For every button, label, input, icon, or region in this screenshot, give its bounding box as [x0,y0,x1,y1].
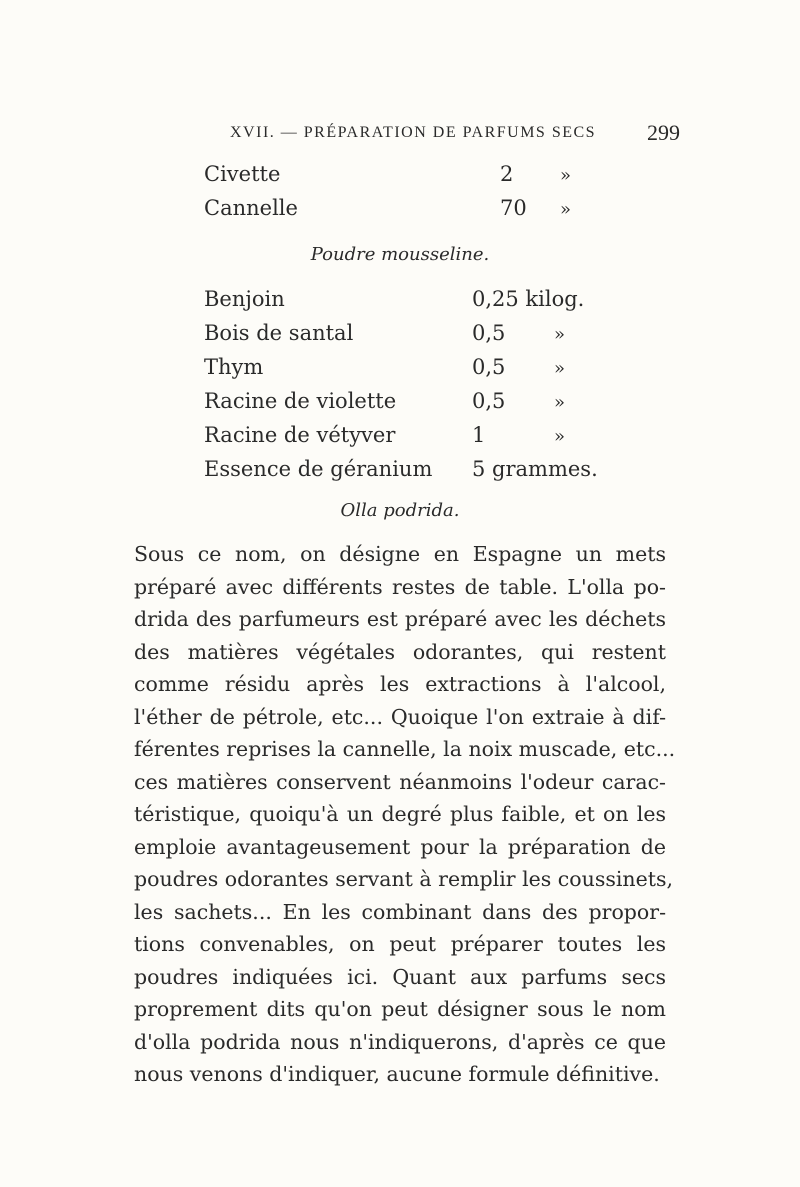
recipe-row [204,196,624,230]
paragraph-line: téristique, quoiqu'à un degré plus faible, et on les [134,802,666,826]
ingredient-qty: 0,5 [472,321,506,345]
page-number: 299 [647,120,680,145]
paragraph-line: tions convenables, on peut préparer toutes les [134,932,666,956]
ingredient-qty: 70 [500,196,527,220]
ingredient-unit: » [554,324,566,345]
recipe-row [204,423,624,457]
ingredient-name: Racine de vétyver [204,423,396,447]
paragraph-line: préparé avec différents restes de table. L'olla po- [134,574,666,599]
paragraph-line: poudres odorantes servant à remplir les coussinets, [134,867,674,891]
section-title-poudre: Poudre mousseline. [310,244,490,265]
paragraph-line: d'olla podrida nous n'indiquerons, d'après ce que [134,1029,666,1054]
ingredient-qty: 5 grammes. [472,457,598,481]
ingredient-name: Thym [204,355,264,379]
paragraph-line: les sachets... En les combinant dans des propor- [134,899,666,924]
ingredient-unit: » [554,392,566,413]
ingredient-name: Civette [204,162,281,186]
paragraph-line: ces matières conservent néanmoins l'odeur carac- [134,769,666,794]
ingredient-qty: 0,25 kilog. [472,287,585,311]
recipe-row [204,287,624,321]
ingredient-unit: » [560,199,572,220]
ingredient-name: Cannelle [204,196,298,220]
recipe-top-list [204,162,624,230]
ingredient-qty: 0,5 [472,389,506,413]
recipe-row [204,321,624,355]
ingredient-name: Benjoin [204,287,285,311]
ingredient-unit: » [560,165,572,186]
paragraph-line: proprement dits qu'on peut désigner sous le nom [134,997,666,1021]
ingredient-qty: 2 [500,162,514,186]
paragraph-line: des matières végétales odorantes, qui restent [134,639,666,664]
recipe-row [204,389,624,423]
ingredient-unit: » [554,426,566,447]
ingredient-unit: » [554,358,566,379]
paragraph-line: nous venons d'indiquer, aucune formule définitive. [134,1062,660,1086]
paragraph-line: emploie avantageusement pour la préparation de [134,834,666,859]
paragraph-line: l'éther de pétrole, etc... Quoique l'on extraie à dif- [134,704,666,729]
paragraph-line: Sous ce nom, on désigne en Espagne un mets [134,542,666,566]
ingredient-name: Bois de santal [204,321,354,345]
recipe-row [204,457,624,491]
running-header [230,122,680,146]
paragraph-line: poudres indiquées ici. Quant aux parfums secs [134,964,666,989]
recipe-row [204,162,624,196]
recipe-row [204,355,624,389]
ingredient-qty: 1 [472,423,486,447]
recipe-poudre-list [204,287,624,491]
paragraph-line: comme résidu après les extractions à l'alcool, [134,672,666,696]
ingredient-name: Racine de violette [204,389,397,413]
ingredient-qty: 0,5 [472,355,506,379]
section-title-olla: Olla podrida. [340,500,460,521]
header-title: XVII. — PRÉPARATION DE PARFUMS SECS [230,124,597,141]
paragraph-line: drida des parfumeurs est préparé avec les déchets [134,607,666,631]
ingredient-name: Essence de géranium [204,457,433,481]
body-paragraph [134,538,676,1091]
paragraph-line: férentes reprises la cannelle, la noix muscade, etc... [134,737,676,761]
